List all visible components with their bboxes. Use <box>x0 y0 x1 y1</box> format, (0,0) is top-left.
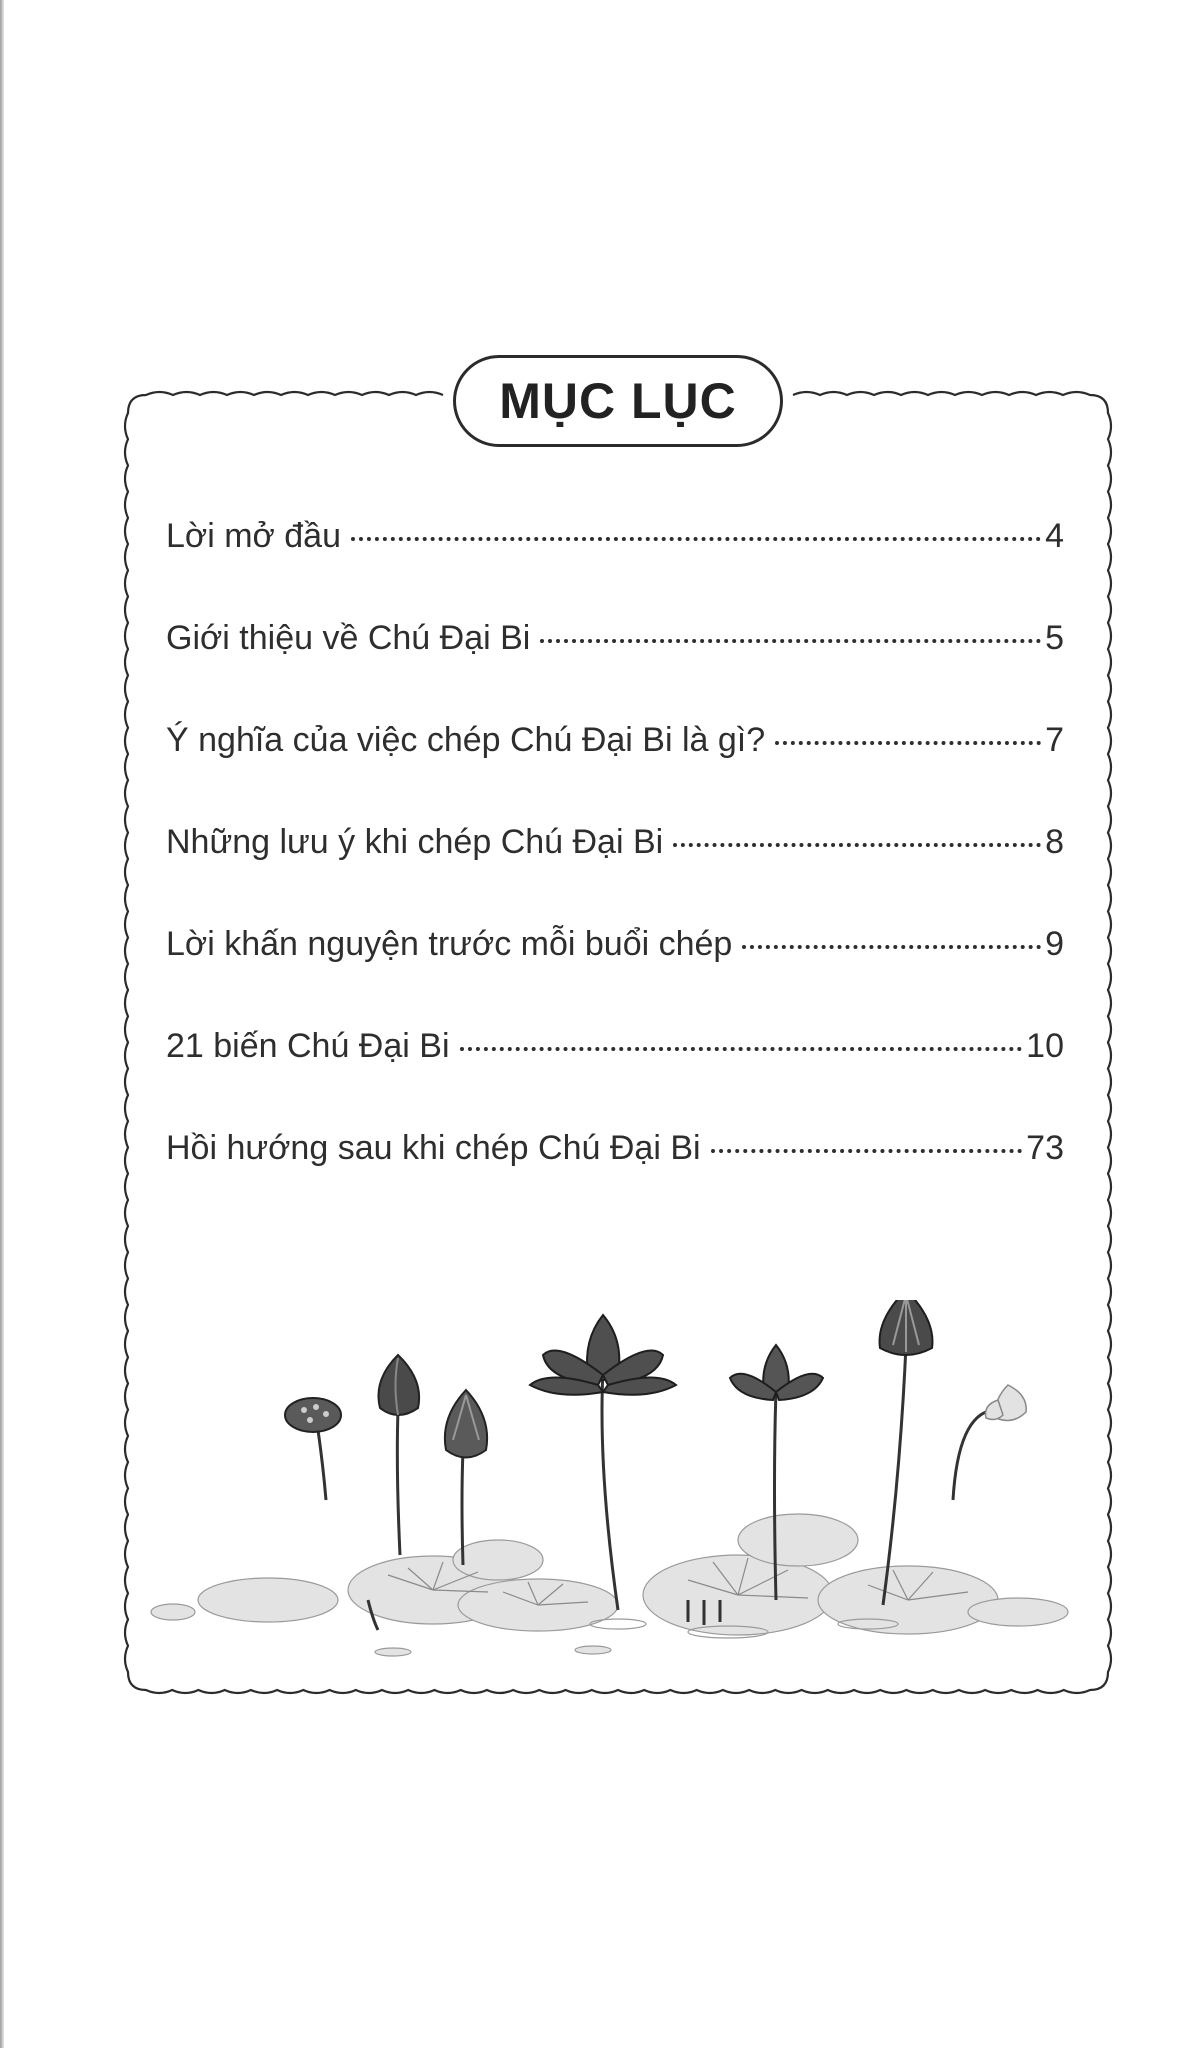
toc-entry[interactable] <box>166 517 1064 619</box>
lotus-bud-icon <box>880 1300 933 1355</box>
toc-entry-label: Hồi hướng sau khi chép Chú Đại Bi <box>166 1129 701 1167</box>
toc-entry-page: 9 <box>1045 925 1064 963</box>
lotus-pond-icon <box>148 1300 1088 1660</box>
toc-frame <box>128 373 1108 1690</box>
toc-entry-page: 10 <box>1026 1027 1064 1065</box>
page-title: MỤC LỤC <box>499 373 737 429</box>
lotus-bud-icon <box>378 1355 419 1415</box>
toc-entry-page: 73 <box>1026 1129 1064 1167</box>
dot-leader <box>775 741 1041 745</box>
toc-entry-label: Lời mở đầu <box>166 517 341 555</box>
toc-entry[interactable] <box>166 619 1064 721</box>
dot-leader <box>460 1047 1023 1051</box>
toc-entry-label: Những lưu ý khi chép Chú Đại Bi <box>166 823 664 861</box>
toc-entry-page: 5 <box>1045 619 1064 657</box>
water-ripples <box>375 1619 898 1656</box>
page-edge-shadow <box>0 0 4 2048</box>
toc-entry[interactable] <box>166 823 1064 925</box>
toc-entry-label: Giới thiệu về Chú Đại Bi <box>166 619 531 657</box>
toc-entry-label: Ý nghĩa của việc chép Chú Đại Bi là gì? <box>166 721 766 759</box>
dot-leader <box>711 1149 1023 1153</box>
dot-leader <box>351 537 1041 541</box>
dot-leader <box>742 945 1041 949</box>
lotus-seed-pod-icon <box>285 1398 341 1432</box>
table-of-contents <box>166 517 1064 1231</box>
lotus-bud-icon <box>445 1390 487 1458</box>
toc-entry-label: 21 biến Chú Đại Bi <box>166 1027 450 1065</box>
toc-entry-label: Lời khấn nguyện trước mỗi buổi chép <box>166 925 733 963</box>
toc-entry-page: 4 <box>1045 517 1064 555</box>
toc-entry[interactable] <box>166 1027 1064 1129</box>
toc-entry[interactable] <box>166 1129 1064 1231</box>
toc-entry-page: 7 <box>1045 721 1064 759</box>
toc-entry[interactable] <box>166 925 1064 1027</box>
dot-leader <box>673 843 1041 847</box>
lotus-flower-icon <box>730 1345 823 1400</box>
dot-leader <box>540 639 1041 643</box>
toc-entry[interactable] <box>166 721 1064 823</box>
toc-entry-page: 8 <box>1045 823 1064 861</box>
title-pill <box>453 355 783 447</box>
lotus-flower-icon <box>986 1385 1027 1420</box>
